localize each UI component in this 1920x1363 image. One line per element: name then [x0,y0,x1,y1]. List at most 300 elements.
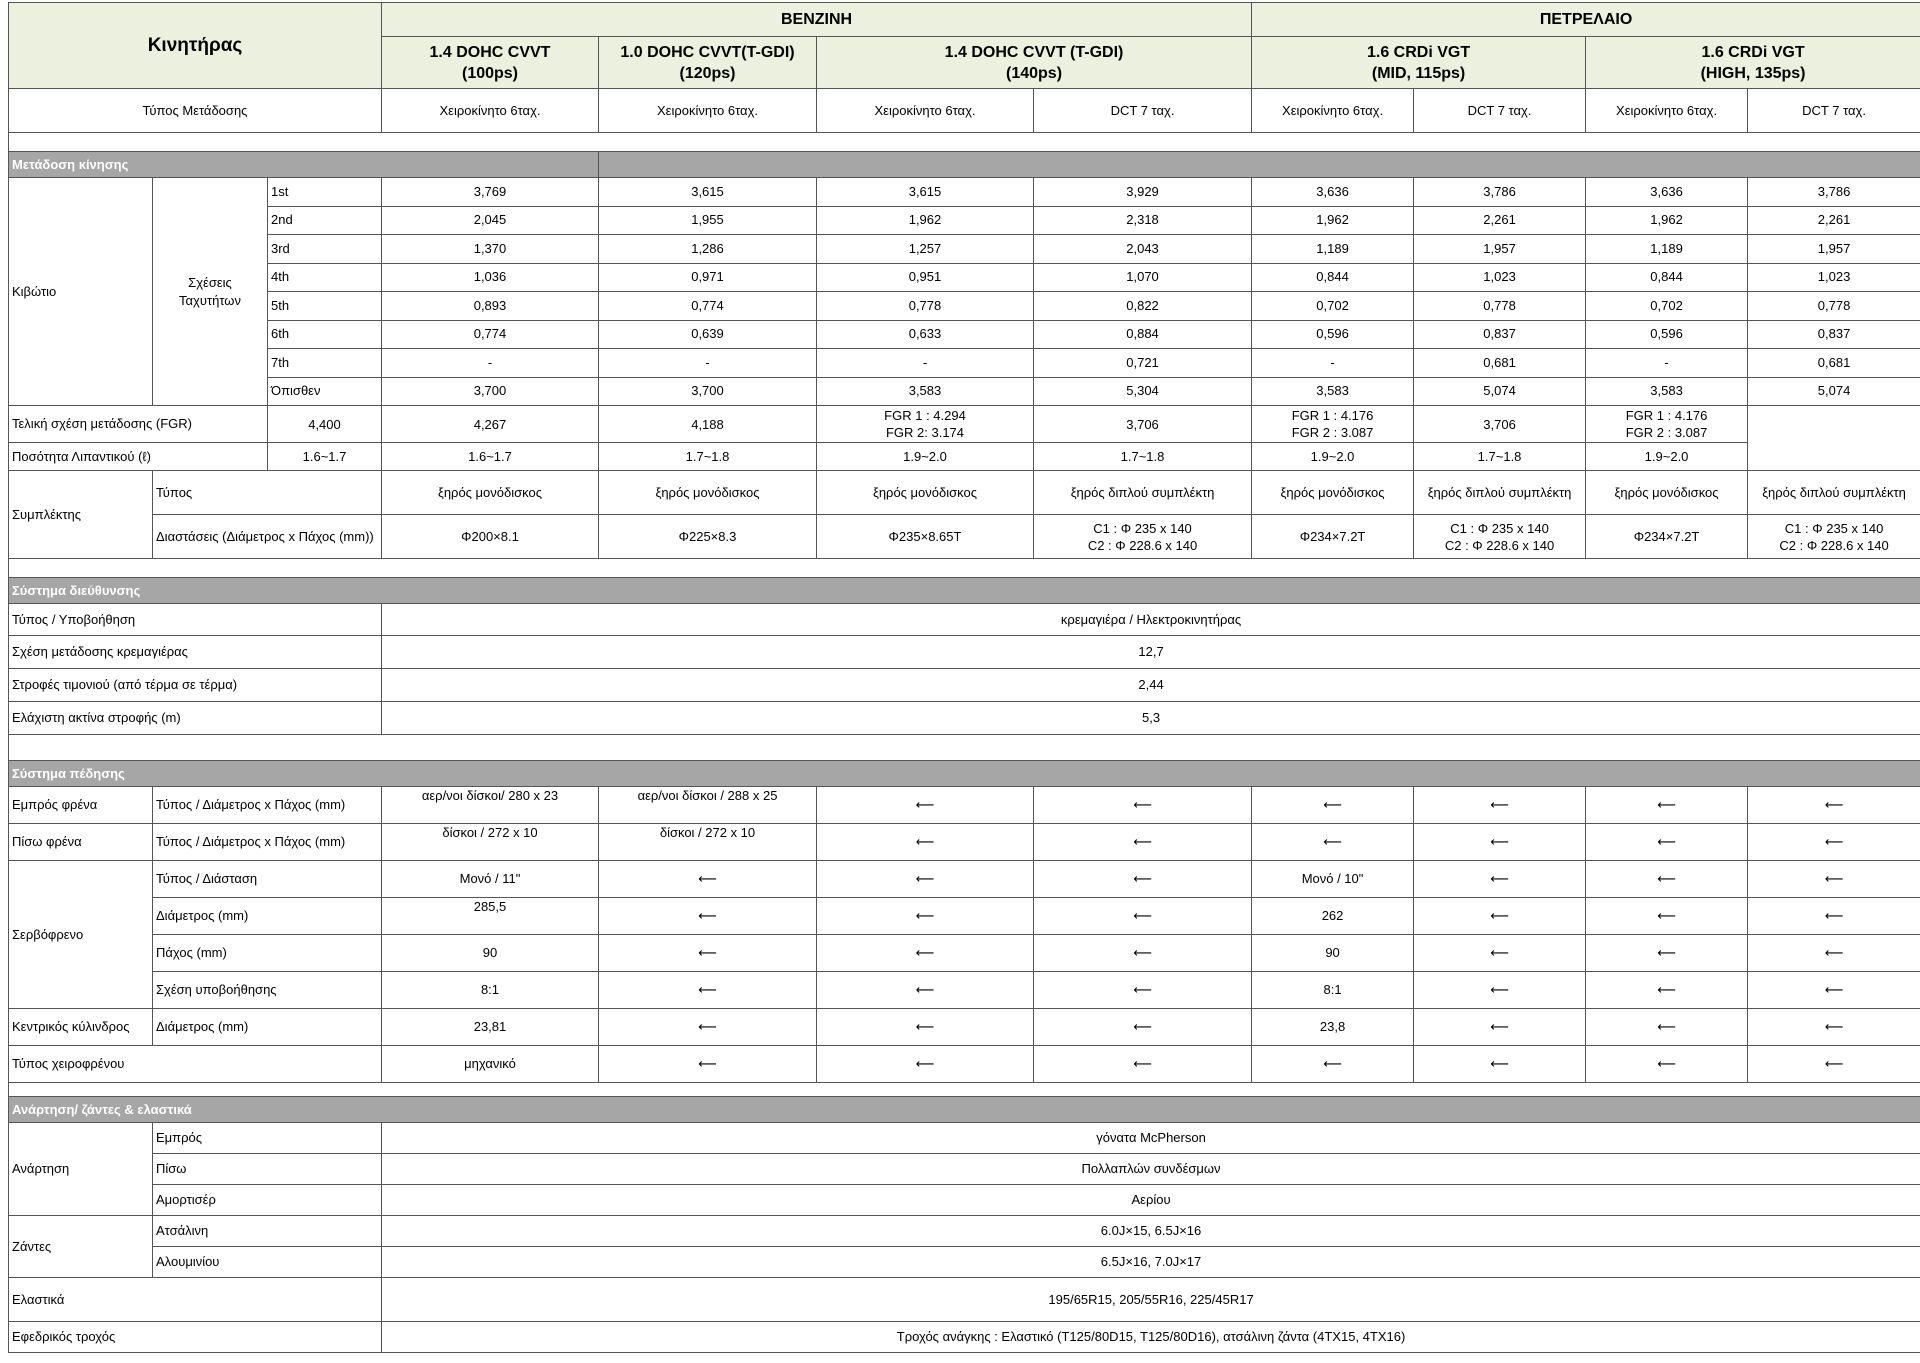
fgr-cell [1252,406,1414,443]
fgr-value: FGR 1 : 4.176 [1291,408,1374,423]
arrow-cell: ⟵ [599,972,817,1009]
transmission-cell: DCT 7 ταχ. [1414,89,1586,133]
arrow-cell: ⟵ [817,1009,1034,1046]
oil-cell: 1.7~1.8 [1034,443,1252,471]
gear-ratio-cell: 3,615 [599,178,817,207]
servo-diesel: 90 [1252,935,1414,972]
arrow-cell: ⟵ [1748,787,1920,824]
spec-sheet [8,2,1920,1353]
servo-row [9,898,1920,935]
steering-value: 5,3 [382,702,1920,735]
fgr-row [9,406,1920,443]
tyres-row [9,1278,1920,1322]
engine-name: 1.0 DOHC CVVT(T-GDI) [620,43,795,61]
arrow-cell: ⟵ [1034,935,1252,972]
arrow-cell: ⟵ [1748,935,1920,972]
steering-value: κρεμαγιέρα / Ηλεκτροκινητήρας [382,604,1920,636]
gear-ratio-cell: 3,769 [382,178,599,207]
servo-rows [9,861,1920,1009]
arrow-cell: ⟵ [1414,972,1586,1009]
arrow-cell: ⟵ [1034,898,1252,935]
steering-row [9,604,1920,636]
engine-power: (MID, 115ps) [1371,64,1466,82]
arrow-cell: ⟵ [599,861,817,898]
handbrake-label: Τύπος χειροφρένου [9,1046,382,1083]
gear-name: 4th [268,263,382,292]
master-cylinder-sub: Διάμετρος (mm) [153,1009,382,1046]
spacer-cell [9,559,1920,578]
wheels-value: 6.5J×16, 7.0J×17 [382,1247,1920,1278]
spacer-row [9,1083,1920,1097]
clutch-type-cell: ξηρός διπλού συμπλέκτη [1414,471,1586,515]
fgr-value-2: FGR 2 : 3.087 [1625,425,1708,440]
gear-ratio-cell: - [817,349,1034,378]
gear-name: Όπισθεν [268,377,382,406]
fgr-value: 3,706 [1126,416,1159,432]
clutch-dim-value-2: C2 : Φ 228.6 x 140 [1779,537,1889,553]
oil-cell: 1.9~2.0 [817,443,1034,471]
oil-row [9,443,1920,471]
clutch-type-cell: ξηρός μονόδισκος [599,471,817,515]
gear-row [9,349,1920,378]
arrow-cell: ⟵ [1748,1046,1920,1083]
gear-ratio-cell: 0,596 [1252,320,1414,349]
clutch-dim-label: Διαστάσεις (Διάμετρος x Πάχος (mm)) [153,515,382,559]
clutch-dim-cell [1586,515,1748,559]
engine-header: Κινητήρας [9,3,382,89]
servo-row [9,935,1920,972]
gear-ratio-cell: 3,786 [1414,178,1586,207]
arrow-cell: ⟵ [1414,824,1586,861]
master-cylinder-diesel: 23,8 [1252,1009,1414,1046]
arrow-cell: ⟵ [817,1046,1034,1083]
section-title: Μετάδοση κίνησης [9,152,599,178]
transmission-cell: DCT 7 ταχ. [1748,89,1920,133]
section-drivetrain [9,152,1920,178]
servo-diesel: Μονό / 10" [1252,861,1414,898]
wheels-row [9,1247,1920,1278]
arrow-cell: ⟵ [817,861,1034,898]
servo-sub: Σχέση υποβοήθησης [153,972,382,1009]
arrow-cell: ⟵ [1034,824,1252,861]
engine-name: 1.4 DOHC CVVT [429,43,551,61]
gear-ratio-cell: 3,583 [1586,377,1748,406]
gear-ratio-cell: 3,636 [1252,178,1414,207]
clutch-dim-value: C1 : Φ 235 x 140 [1784,520,1884,536]
transmission-cell: Χειροκίνητο 6ταχ. [382,89,599,133]
tyres-label: Ελαστικά [9,1278,382,1322]
fgr-label: Τελική σχέση μετάδοσης (FGR) [9,406,268,443]
clutch-dim-value: Φ234×7.2T [1633,529,1700,544]
gear-ratio-cell: - [1252,349,1414,378]
clutch-dim-cell [382,515,599,559]
steering-label: Ελάχιστη ακτίνα στροφής (m) [9,702,382,735]
spare-label: Εφεδρικός τροχός [9,1322,382,1353]
front-brakes-value: αερ/νοι δίσκοι/ 280 x 23 [382,787,599,824]
clutch-type-cell: ξηρός διπλού συμπλέκτη [1748,471,1920,515]
master-cylinder-petrol: 23,81 [382,1009,599,1046]
engine-header-cell [599,37,817,89]
oil-cell: 1.7~1.8 [599,443,817,471]
suspension-row [9,1123,1920,1154]
spare-row [9,1322,1920,1353]
arrow-cell: ⟵ [1748,861,1920,898]
engine-power: (140ps) [1006,64,1063,82]
arrow-cell: ⟵ [1586,972,1748,1009]
group-petrol-header: ΒΕΝΖΙΝΗ [382,3,1252,37]
fgr-value: 4,267 [473,416,507,432]
spacer-row [9,735,1920,761]
section-suspension [9,1097,1920,1123]
gear-ratio-cell: 1,189 [1586,235,1748,264]
clutch-dim-value: C1 : Φ 235 x 140 [1093,520,1192,536]
section-brakes [9,761,1920,787]
rear-brakes-label: Πίσω φρένα [9,824,153,861]
suspension-value: Αερίου [382,1185,1920,1216]
wheels-label: Ζάντες [9,1216,153,1278]
steering-row [9,702,1920,735]
spacer-row [9,559,1920,578]
wheels-row [9,1216,1920,1247]
handbrake-row [9,1046,1920,1083]
arrow-cell: ⟵ [1586,787,1748,824]
tyres-value: 195/65R15, 205/55R16, 225/45R17 [382,1278,1920,1322]
clutch-type-cell: ξηρός διπλού συμπλέκτη [1034,471,1252,515]
arrow-cell: ⟵ [1748,972,1920,1009]
section-title: Σύστημα πέδησης [9,761,1920,787]
servo-sub: Τύπος / Διάσταση [153,861,382,898]
clutch-dim-cell [1034,515,1252,559]
arrow-cell: ⟵ [1034,1046,1252,1083]
gear-ratio-cell: 5,074 [1748,377,1920,406]
clutch-dim-cell [817,515,1034,559]
gear-ratio-cell: 1,957 [1414,235,1586,264]
gear-ratio-cell: 3,929 [1034,178,1252,207]
engine-name: 1.4 DOHC CVVT (T-GDI) [944,43,1124,61]
gear-name: 1st [268,178,382,207]
front-brakes-label: Εμπρός φρένα [9,787,153,824]
group-diesel-header: ΠΕΤΡΕΛΑΙΟ [1252,3,1920,37]
transmission-cell: Χειροκίνητο 6ταχ. [599,89,817,133]
master-cylinder-label: Κεντρικός κύλινδρος [9,1009,153,1046]
ratios-label [153,178,268,406]
arrow-cell: ⟵ [817,935,1034,972]
clutch-dim-value: Φ235×8.65T [888,529,962,544]
suspension-value: Πολλαπλών συνδέσμων [382,1154,1920,1185]
clutch-type-label: Τύπος [153,471,382,515]
ratios-label-1: Σχέσεις [188,274,232,290]
gear-row [9,263,1920,292]
rear-brakes-row [9,824,1920,861]
master-cylinder-row [9,1009,1920,1046]
arrow-cell: ⟵ [1586,824,1748,861]
servo-row [9,861,1920,898]
clutch-dim-row [9,515,1920,559]
suspension-sub: Πίσω [153,1154,382,1185]
arrow-cell: ⟵ [1034,1009,1252,1046]
clutch-type-cell: ξηρός μονόδισκος [1252,471,1414,515]
engine-header-cell [1252,37,1586,89]
gear-ratio-cell: - [1586,349,1748,378]
fgr-value-2: FGR 2: 3.174 [885,425,965,440]
gear-name: 6th [268,320,382,349]
oil-cell: 1.6~1.7 [268,443,382,471]
gear-ratio-cell: 0,837 [1414,320,1586,349]
engine-header-cell [382,37,599,89]
suspension-sub: Εμπρός [153,1123,382,1154]
oil-cell: 1.9~2.0 [1252,443,1414,471]
gear-ratio-cell: 2,318 [1034,206,1252,235]
clutch-dim-value: C1 : Φ 235 x 140 [1450,520,1549,536]
clutch-type-row [9,471,1920,515]
suspension-value: γόνατα McPherson [382,1123,1920,1154]
rear-brakes-value: δίσκοι / 272 x 10 [599,824,817,861]
fgr-value: 4,400 [308,416,341,432]
transmission-label: Τύπος Μετάδοσης [9,89,382,133]
gear-ratios [9,178,1920,406]
gear-ratio-cell: 1,962 [817,206,1034,235]
arrow-cell: ⟵ [817,824,1034,861]
fgr-cell [1586,406,1748,443]
gear-ratio-cell: 0,971 [599,263,817,292]
clutch-dim-cell [1252,515,1414,559]
gear-ratio-cell: 0,844 [1252,263,1414,292]
gear-ratio-cell: 0,774 [599,292,817,321]
gear-ratio-cell: 0,774 [382,320,599,349]
gear-ratio-cell: 2,043 [1034,235,1252,264]
spacer-cell [9,1083,1920,1097]
front-brakes-row [9,787,1920,824]
gear-ratio-cell: 1,962 [1586,206,1748,235]
steering-label: Στροφές τιμονιού (από τέρμα σε τέρμα) [9,669,382,702]
gear-ratio-cell: 5,074 [1414,377,1586,406]
clutch-label: Συμπλέκτης [9,471,153,559]
steering-row [9,669,1920,702]
engine-name: 1.6 CRDi VGT [1366,43,1471,61]
steering-row [9,636,1920,669]
gear-ratio-cell: 5,304 [1034,377,1252,406]
suspension-sub: Αμορτισέρ [153,1185,382,1216]
gear-ratio-cell: 0,639 [599,320,817,349]
gear-name: 5th [268,292,382,321]
gear-ratio-cell: 1,189 [1252,235,1414,264]
clutch-type-cell: ξηρός μονόδισκος [382,471,599,515]
servo-row [9,972,1920,1009]
suspension-label: Ανάρτηση [9,1123,153,1216]
fgr-value: 4,188 [691,416,724,432]
gear-ratio-cell: 0,778 [817,292,1034,321]
section-title: Σύστημα διεύθυνσης [9,578,1920,604]
fgr-value-2: FGR 2 : 3.087 [1291,425,1374,440]
gear-ratio-cell: - [382,349,599,378]
arrow-cell: ⟵ [599,1009,817,1046]
arrow-cell: ⟵ [1034,787,1252,824]
gear-ratio-cell: 3,615 [817,178,1034,207]
arrow-cell: ⟵ [599,1046,817,1083]
arrow-cell: ⟵ [1586,861,1748,898]
gear-ratio-cell: 1,955 [599,206,817,235]
arrow-cell: ⟵ [1748,1009,1920,1046]
gear-ratio-cell: 0,778 [1414,292,1586,321]
fgr-value: 3,706 [1483,416,1516,432]
transmission-cell: Χειροκίνητο 6ταχ. [817,89,1034,133]
gear-ratio-cell: 1,023 [1748,263,1920,292]
steering-label: Σχέση μετάδοσης κρεμαγιέρας [9,636,382,669]
transmission-cell: Χειροκίνητο 6ταχ. [1252,89,1414,133]
gear-ratio-cell: 0,951 [817,263,1034,292]
arrow-cell: ⟵ [1252,787,1414,824]
servo-diesel: 8:1 [1252,972,1414,1009]
servo-diesel: 262 [1252,898,1414,935]
arrow-cell: ⟵ [1034,861,1252,898]
clutch-dim-cell [1748,515,1920,559]
arrow-cell: ⟵ [1586,1009,1748,1046]
gear-ratio-cell: 2,261 [1748,206,1920,235]
clutch-dim-value-2: C2 : Φ 228.6 x 140 [1087,537,1198,553]
section-fill [599,152,1920,178]
handbrake-value: μηχανικό [382,1046,599,1083]
oil-cell: 1.9~2.0 [1586,443,1748,471]
gear-row [9,292,1920,321]
steering-value: 12,7 [382,636,1920,669]
gear-row [9,235,1920,264]
section-title: Ανάρτηση/ ζάντες & ελαστικά [9,1097,1920,1123]
gear-name: 7th [268,349,382,378]
arrow-cell: ⟵ [1252,824,1414,861]
gear-ratio-cell: 0,844 [1586,263,1748,292]
gear-row [9,377,1920,406]
gear-row [9,178,1920,207]
oil-cell: 1.7~1.8 [1414,443,1586,471]
gear-ratio-cell: - [599,349,817,378]
fgr-cell [1414,406,1586,443]
arrow-cell: ⟵ [1414,898,1586,935]
engine-power: (120ps) [679,64,736,82]
gear-ratio-cell: 3,700 [382,377,599,406]
fgr-cell [817,406,1034,443]
gear-ratio-cell: 0,893 [382,292,599,321]
section-steering [9,578,1920,604]
gear-row [9,320,1920,349]
spacer-cell [9,735,1920,761]
engine-header-cell [817,37,1252,89]
arrow-cell: ⟵ [817,898,1034,935]
gear-row [9,206,1920,235]
servo-sub: Διάμετρος (mm) [153,898,382,935]
oil-label: Ποσότητα Λιπαντικού (ℓ) [9,443,268,471]
gear-ratio-cell: 1,370 [382,235,599,264]
servo-petrol: 90 [382,935,599,972]
arrow-cell: ⟵ [1034,972,1252,1009]
wheels-sub: Ατσάλινη [153,1216,382,1247]
gear-ratio-cell: 0,702 [1252,292,1414,321]
arrow-cell: ⟵ [817,972,1034,1009]
spec-table [8,2,1920,1353]
steering-value: 2,44 [382,669,1920,702]
arrow-cell: ⟵ [1586,1046,1748,1083]
suspension-row [9,1185,1920,1216]
transmission-row [9,89,1920,133]
clutch-dim-value: Φ234×7.2T [1299,529,1366,544]
gear-name: 2nd [268,206,382,235]
servo-sub: Πάχος (mm) [153,935,382,972]
servo-petrol: 285,5 [382,898,599,935]
arrow-cell: ⟵ [1414,787,1586,824]
gear-ratio-cell: 1,023 [1414,263,1586,292]
gear-ratio-cell: 3,583 [1252,377,1414,406]
oil-cell: 1.6~1.7 [382,443,599,471]
engine-name: 1.6 CRDi VGT [1701,43,1805,61]
spacer-cell [9,133,1920,152]
clutch-dim-cell [1414,515,1586,559]
suspension-row [9,1154,1920,1185]
servo-label: Σερβόφρενο [9,861,153,1009]
arrow-cell: ⟵ [1586,935,1748,972]
gear-ratio-cell: 0,822 [1034,292,1252,321]
header-row-groups [9,3,1920,37]
gear-ratio-cell: 0,884 [1034,320,1252,349]
gear-ratio-cell: 1,070 [1034,263,1252,292]
gear-ratio-cell: 0,721 [1034,349,1252,378]
gear-ratio-cell: 1,957 [1748,235,1920,264]
gear-ratio-cell: 0,633 [817,320,1034,349]
fgr-cell [268,406,382,443]
arrow-cell: ⟵ [817,787,1034,824]
arrow-cell: ⟵ [1414,1009,1586,1046]
rear-brakes-value: δίσκοι / 272 x 10 [382,824,599,861]
arrow-cell: ⟵ [1748,898,1920,935]
servo-petrol: 8:1 [382,972,599,1009]
gear-ratio-cell: 0,681 [1748,349,1920,378]
arrow-cell: ⟵ [1414,935,1586,972]
gear-ratio-cell: 1,962 [1252,206,1414,235]
gearbox-label: Κιβώτιο [9,178,153,406]
gear-ratio-cell: 0,596 [1586,320,1748,349]
clutch-type-cell: ξηρός μονόδισκος [1586,471,1748,515]
transmission-cell: DCT 7 ταχ. [1034,89,1252,133]
fgr-cell [382,406,599,443]
gear-ratio-cell: 3,786 [1748,178,1920,207]
fgr-value: FGR 1 : 4.294 [884,408,966,423]
fgr-cell [599,406,817,443]
gear-ratio-cell: 0,702 [1586,292,1748,321]
servo-petrol: Μονό / 11" [382,861,599,898]
clutch-dim-value-2: C2 : Φ 228.6 x 140 [1444,537,1555,553]
wheels-sub: Αλουμινίου [153,1247,382,1278]
fgr-cell [1034,406,1252,443]
wheels-value: 6.0J×15, 6.5J×16 [382,1216,1920,1247]
front-brakes-value: αερ/νοι δίσκοι / 288 x 25 [599,787,817,824]
arrow-cell: ⟵ [1748,824,1920,861]
arrow-cell: ⟵ [1414,1046,1586,1083]
gear-ratio-cell: 0,681 [1414,349,1586,378]
gear-ratio-cell: 0,837 [1748,320,1920,349]
clutch-dim-value: Φ200×8.1 [461,529,519,544]
steering-label: Τύπος / Υποβοήθηση [9,604,382,636]
gear-ratio-cell: 1,286 [599,235,817,264]
gear-ratio-cell: 2,045 [382,206,599,235]
spare-value: Τροχός ανάγκης : Ελαστικό (T125/80D15, T125/80D16), ατσάλινη ζάντα (4TX15, 4TX16) [382,1322,1920,1353]
clutch-dim-cell [599,515,817,559]
clutch-dim-value: Φ225×8.3 [678,529,737,544]
engine-header-cell [1586,37,1920,89]
engine-power: (HIGH, 135ps) [1700,64,1806,82]
gear-ratio-cell: 0,778 [1748,292,1920,321]
gear-ratio-cell: 3,636 [1586,178,1748,207]
gear-ratio-cell: 3,700 [599,377,817,406]
clutch-type-cell: ξηρός μονόδισκος [817,471,1034,515]
arrow-cell: ⟵ [599,935,817,972]
